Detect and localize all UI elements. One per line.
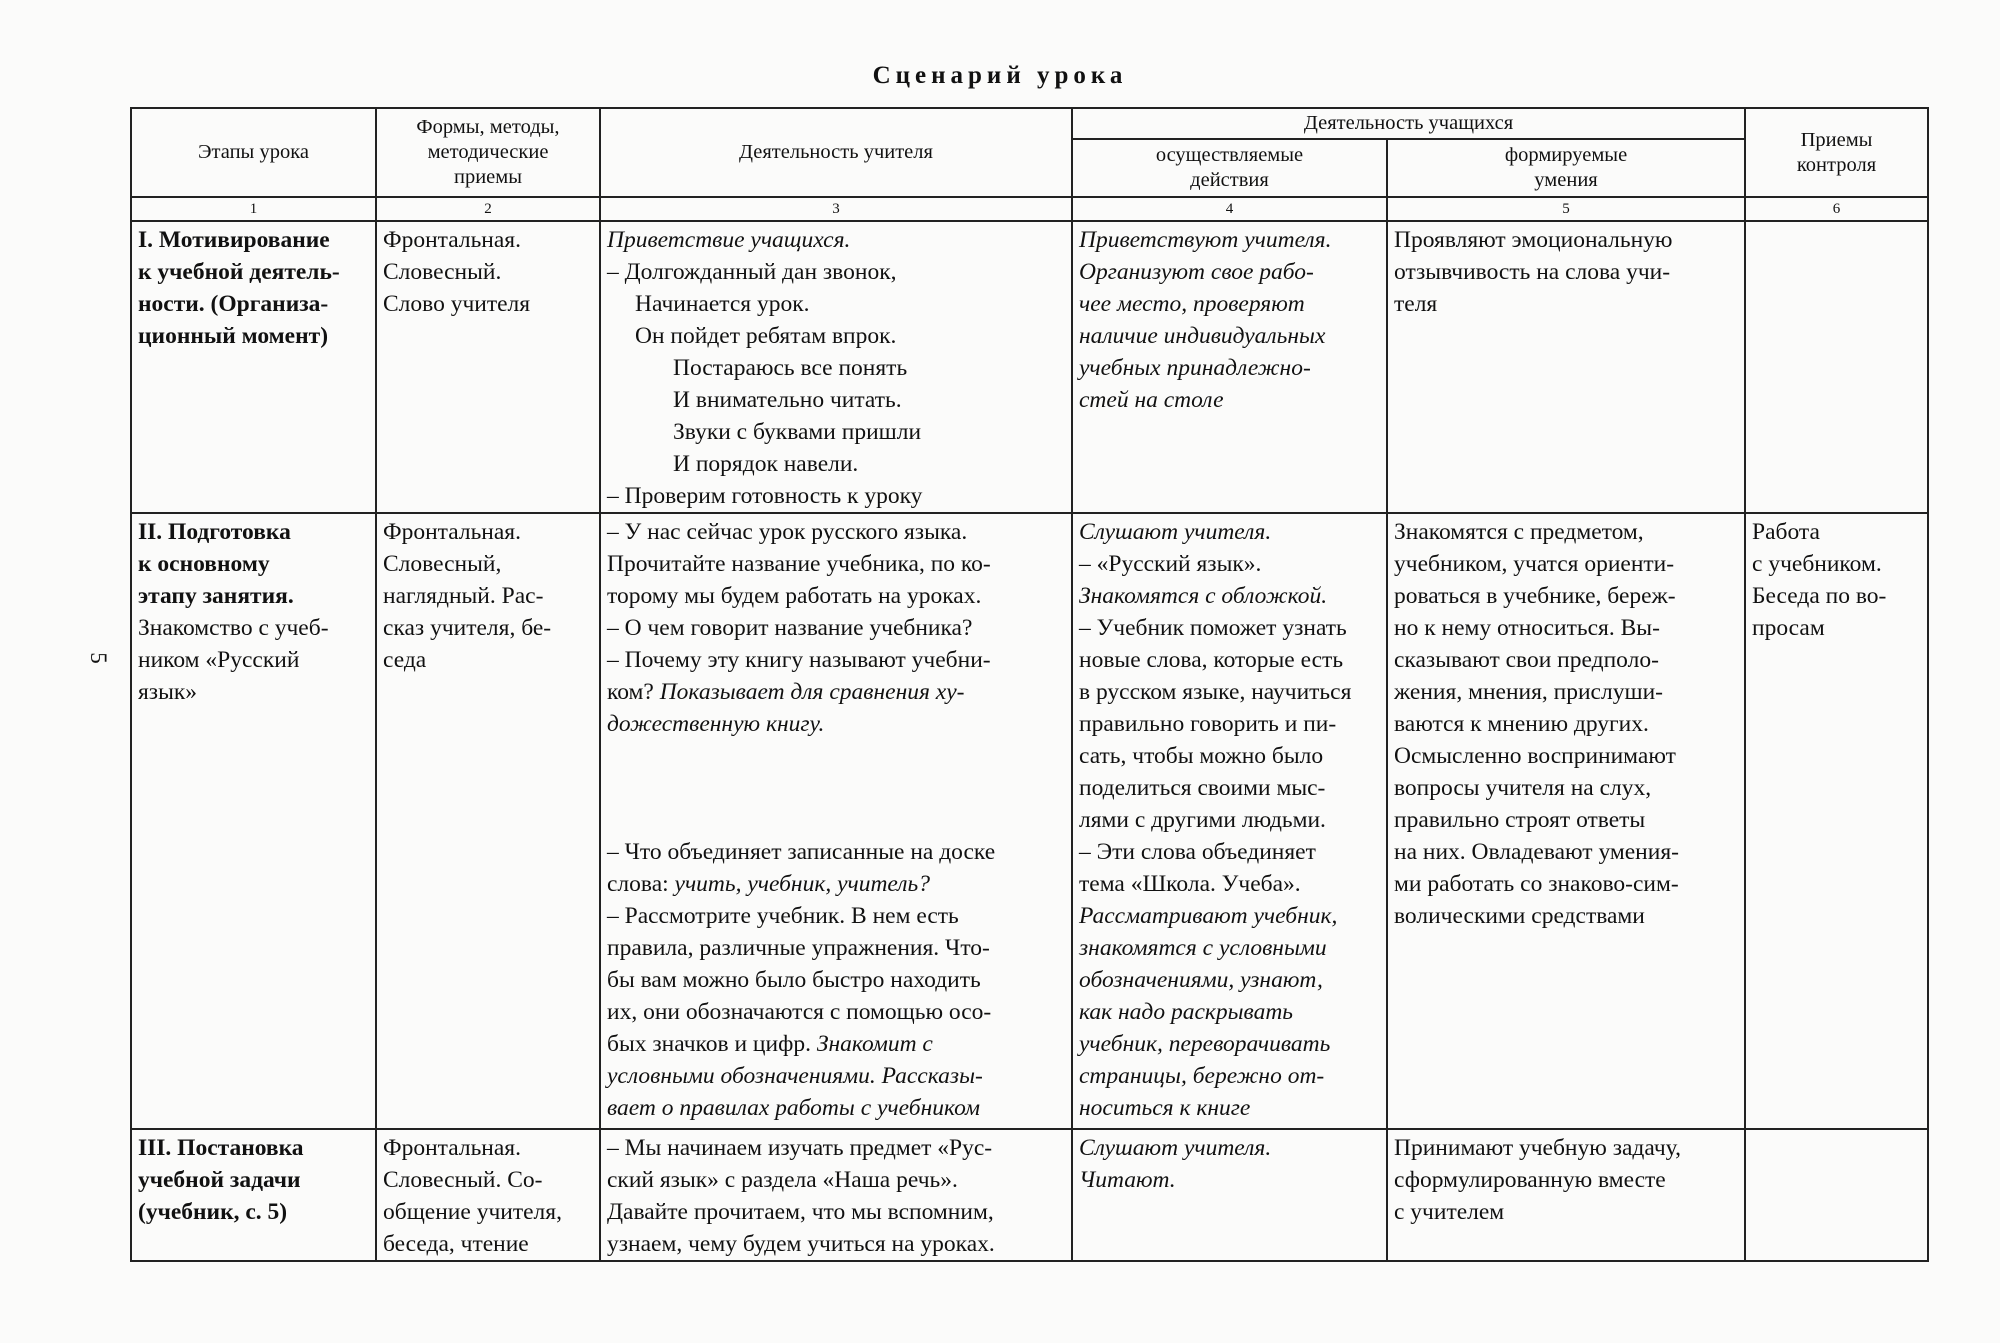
header-actions: осуществляемые действия xyxy=(1072,139,1387,197)
forms-cell: Фронтальная. Словесный. Со- общение учителя, беседа, чтение xyxy=(376,1129,600,1261)
actions-cell: Слушают учителя. – «Русский язык». Знакомятся с обложкой. – Учебник поможет узнать новые слова, которые есть в русском языке, научиться правильно говорить и пи- сать, чтобы можно было поделиться своими мыс- лями с другими людьми. – Эти слова объединяет тема «Школа. Учеба». Рассматривают учебник, знакомятся с условными обозначениями, узнают, как надо раскрывать учебник, переворачивать страницы, бережно от- носиться к книге xyxy=(1072,513,1387,1129)
table-row xyxy=(131,513,1928,1129)
control-cell: Работа с учебником. Беседа по во- просам xyxy=(1745,513,1928,1129)
header-forms: Формы, методы, методические приемы xyxy=(376,108,600,197)
teacher-cell: – У нас сейчас урок русского языка. Прочитайте название учебника, по ко- торому мы будем работать на уроках. – О чем говорит название учебника? – Почему эту книгу называют учебни- ком? Показывает для сравнения ху- дожественную книгу. – Что объединяет записанные на доске слова: учить, учебник, учитель? – Рассмотрите учебник. В нем есть правила, различные упражнения. Что- бы вам можно было быстро находить их, они обозначаются с помощью осо- бых значков и цифр. Знакомит с условными обозначениями. Рассказы- вает о правилах работы с учебником xyxy=(600,513,1072,1129)
column-numbers-row: 1 2 3 4 5 6 xyxy=(131,197,1928,221)
table-row xyxy=(131,221,1928,513)
header-stages: Этапы урока xyxy=(131,108,376,197)
header-teacher: Деятельность учителя xyxy=(600,108,1072,197)
control-cell xyxy=(1745,1129,1928,1261)
page-number: 5 xyxy=(85,652,111,664)
control-cell xyxy=(1745,221,1928,513)
forms-cell: Фронтальная. Словесный. Слово учителя xyxy=(376,221,600,513)
actions-cell: Слушают учителя. Читают. xyxy=(1072,1129,1387,1261)
skills-cell: Проявляют эмоциональную отзывчивость на слова учи- теля xyxy=(1387,221,1745,513)
stage-cell: III. Постановка учебной задачи (учебник, с. 5) xyxy=(131,1129,376,1261)
lesson-scenario-table xyxy=(130,107,1929,1262)
teacher-cell: – Мы начинаем изучать предмет «Рус- ский язык» с раздела «Наша речь». Давайте прочитаем, что мы вспомним, узнаем, чему будем учиться на уроках. xyxy=(600,1129,1072,1261)
stage-cell: I. Мотивирование к учебной деятель- ности. (Организа- ционный момент) xyxy=(131,221,376,513)
header-students: Деятельность учащихся xyxy=(1072,108,1745,139)
skills-cell: Принимают учебную задачу, сформулированную вместе с учителем xyxy=(1387,1129,1745,1261)
table-row xyxy=(131,1129,1928,1261)
actions-cell: Приветствуют учителя. Организуют свое рабо- чее место, проверяют наличие индивидуальных учебных принадлежно- стей на столе xyxy=(1072,221,1387,513)
skills-cell: Знакомятся с предметом, учебником, учатся ориенти- роваться в учебнике, береж- но к нему относиться. Вы- сказывают свои предполо- жения, мнения, прислуши- ваются к мнению других. Осмысленно воспринимают вопросы учителя на слух, правильно строят ответы на них. Овладевают умения- ми работать со знаково-сим- волическими средствами xyxy=(1387,513,1745,1129)
page-title: Сценарий урока xyxy=(872,62,1128,89)
header-control: Приемы контроля xyxy=(1745,108,1928,197)
forms-cell: Фронтальная. Словесный, наглядный. Рас- сказ учителя, бе- седа xyxy=(376,513,600,1129)
header-skills: формируемые умения xyxy=(1387,139,1745,197)
stage-cell: II. Подготовка к основному этапу занятия. Знакомство с учеб- ником «Русский язык» xyxy=(131,513,376,1129)
teacher-cell: Приветствие учащихся. – Долгожданный дан звонок, Начинается урок. Он пойдет ребятам впрок. Постараюсь все понять И внимательно читать. Звуки с буквами пришли И порядок навели. – Проверим готовность к уроку xyxy=(600,221,1072,513)
